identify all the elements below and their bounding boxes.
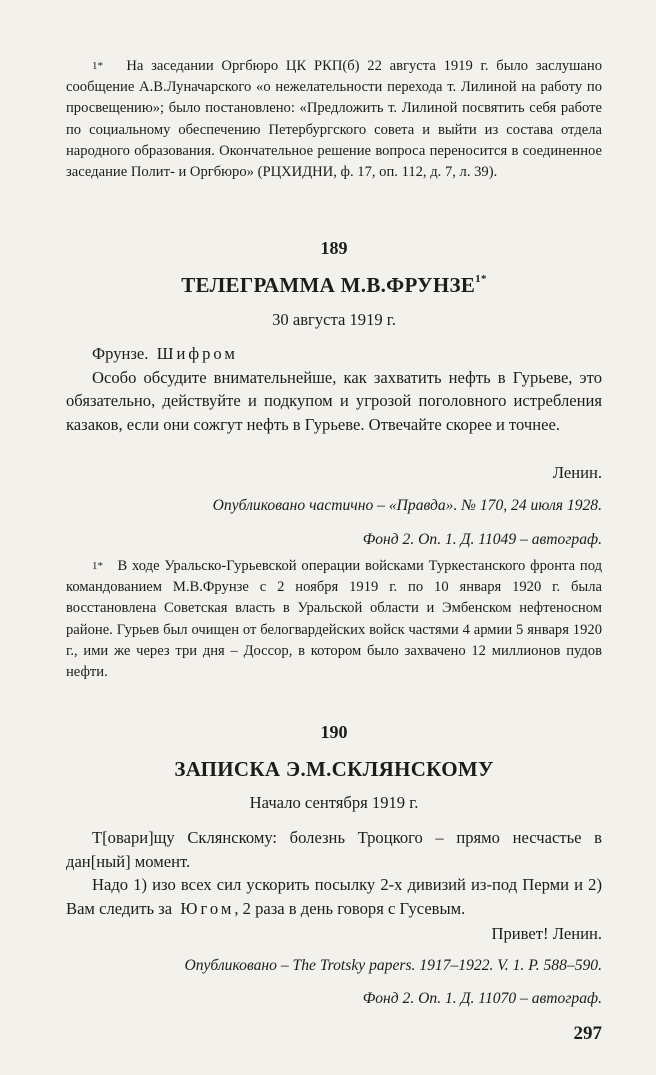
telegram-body — [66, 342, 602, 436]
footnote-frunze — [66, 556, 602, 683]
doc-date-189: 30 августа 1919 г. — [272, 310, 396, 329]
footnote-text: На заседании Оргбюро ЦК РКП(б) 22 августа 1919 г. было заслушано сообщение А.В.Луначарского «о нежелательности перехода т. Лилиной на работу по просвещению»; было постановлено: «Предложить т. Лилиной посвятить себя работе по социальному обеспечению Петербургского совета и выйти из состава отдела народного образования. Окончательное решение вопроса переносится в соединенное заседание Полит- и Оргбюро» (РЦХИДНИ, ф. 17, оп. 112, д. 7, л. 39). — [66, 58, 602, 181]
doc-title-189 — [66, 273, 602, 298]
note-para-1: Т[овари]щу Склянскому: болезнь Троцкого – прямо несчастье в дан[ный] момент. — [66, 828, 602, 871]
doc-number-189: 189 — [320, 238, 348, 258]
footnote-lilina — [66, 56, 602, 183]
signature-189: Ленин. — [552, 463, 602, 482]
doc-number-190: 190 — [320, 722, 348, 742]
note-body — [66, 826, 602, 920]
doc-title-190: ЗАПИСКА Э.М.СКЛЯНСКОМУ — [174, 757, 494, 781]
archive-189: Фонд 2. Оп. 1. Д. 11049 – автограф. — [362, 531, 602, 548]
south-spaced-word: Югом — [180, 898, 235, 918]
telegram-text: Особо обсудите внимательнейше, как захватить нефть в Гурьеве, это обязательно, действуйте и подкупом и угрозой поголовного истребления казаков, если они сожгут нефть в Гурьеве. Отвечайте скорее и точнее. — [66, 367, 602, 434]
addressee: Фрунзе. — [92, 344, 149, 363]
published-189: Опубликовано частично – «Правда». № 170, 24 июля 1928. — [212, 497, 602, 514]
published-190: Опубликовано – The Trotsky papers. 1917–1922. V. 1. P. 588–590. — [184, 957, 602, 974]
note-para-2-start: Надо 1) изо всех сил ускорить посылку 2-х дивизий из-под Перми и 2) Вам следить за — [66, 875, 602, 918]
signature-190: Привет! Ленин. — [491, 924, 602, 943]
note-para-2 — [66, 873, 602, 920]
note-para-2-end: , 2 раза в день говоря с Гусевым. — [234, 898, 466, 918]
footnote-mark: 1* — [92, 60, 103, 72]
cipher-note: Шифром — [156, 344, 238, 363]
footnote-text: В ходе Уральско-Гурьевской операции войсками Туркестанского фронта под командованием М.В.Фрунзе с 2 ноября 1919 г. по 10 января 1920 г. была восстановлена Советская власть в Уральской области и Эмбенском нефтеносном районе. Гурьев был очищен от белогвардейских войск частями 4 армии 5 января 1920 г., ими же через три дня – Доссор, в котором было захвачено 12 миллионов пудов нефти. — [66, 558, 602, 681]
doc-date-190: Начало сентября 1919 г. — [249, 793, 419, 812]
archive-190: Фонд 2. Оп. 1. Д. 11070 – автограф. — [362, 990, 602, 1007]
doc-title-text: ТЕЛЕГРАММА М.В.ФРУНЗЕ — [181, 273, 476, 297]
page-number: 297 — [573, 1023, 602, 1044]
title-footnote-mark: 1* — [475, 273, 487, 285]
footnote-mark: 1* — [92, 560, 103, 572]
